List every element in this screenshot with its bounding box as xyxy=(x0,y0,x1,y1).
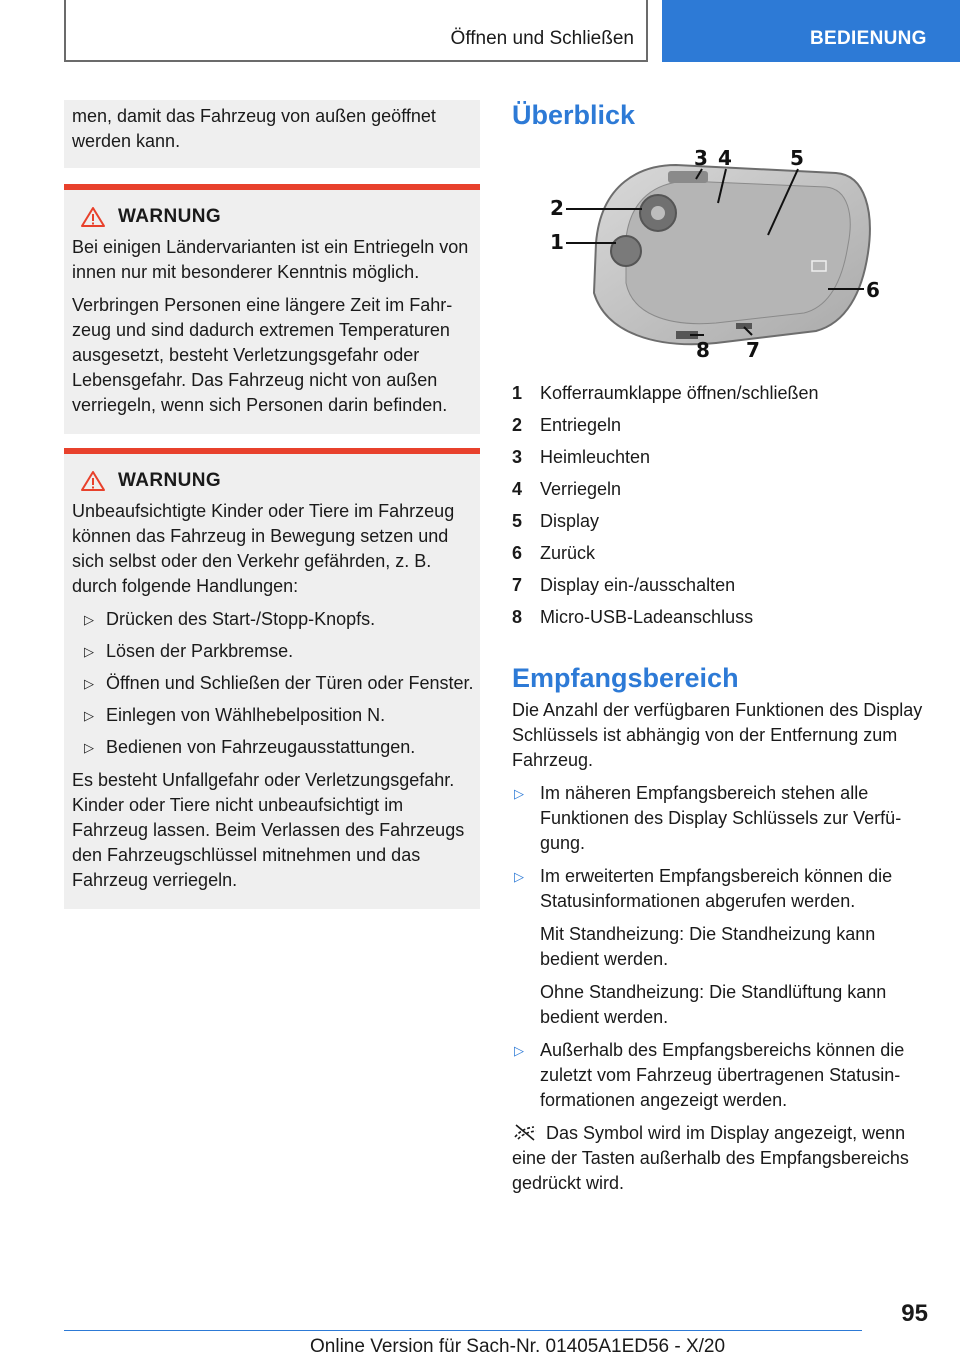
callout-6: 6 xyxy=(866,278,880,302)
warning-box-1 xyxy=(64,184,480,434)
callout-2: 2 xyxy=(550,196,564,220)
footer-version-text: Online Version für Sach-Nr. 01405A1ED56 - X/20 xyxy=(310,1336,726,1357)
sub-paragraph: Ohne Standheizung: Die Standlüftung kann bedient werden. xyxy=(540,982,887,1027)
symbol-note: Das Symbol wird im Display angezeigt, wenn eine der Tasten außerhalb des Empfangsbereichs gedrückt wird. xyxy=(512,1123,909,1193)
legend-item: 4 Verriegeln xyxy=(512,479,622,499)
callout-1: 1 xyxy=(550,230,564,254)
legend-item: 8 Micro-USB-Ladeanschluss xyxy=(512,607,754,627)
overview-heading: Überblick xyxy=(512,100,636,130)
warning-title: WARNUNG xyxy=(118,470,222,491)
continued-text: men, damit das Fahrzeug von außen geöffnet werden kann. xyxy=(72,106,436,151)
header-chapter-tab xyxy=(64,0,648,62)
warning-paragraph: Bei einigen Ländervarianten ist ein Entriegeln von innen nur mit besonderer Kenntnis möglich. xyxy=(72,237,469,282)
warning-header xyxy=(80,468,474,493)
warning-paragraph: Verbringen Personen eine längere Zeit im Fahrzeug und sind dadurch extremen Temperaturen ausgesetzt, besteht Verletzungsgefahr oder Lebensgefahr. Das Fahrzeug nicht von außen verriegeln, wenn sich Personen darin befinden. xyxy=(72,295,453,415)
display-key-figure xyxy=(546,143,886,363)
page-number: 95 xyxy=(901,1300,928,1327)
left-column xyxy=(64,100,480,909)
header-section-tab[interactable] xyxy=(662,0,960,62)
callout-4: 4 xyxy=(718,146,732,170)
legend-item: 7 Display ein-/ausschalten xyxy=(512,575,736,595)
triangle-bullet-icon: ▷ xyxy=(514,1043,524,1058)
list-item: ▷ Im erweiterten Empfangsbereich können die Statusinformationen abgerufen werden. Mit Standheizung: Die Standheizung kann bedient werden. Ohne Standheizung: Die Standlüftung kann bedient werden. xyxy=(512,864,930,1030)
range-intro: Die Anzahl der verfügbaren Funktionen des Display Schlüssels ist abhängig von der Entfernung zum Fahrzeug. xyxy=(512,700,923,770)
list-item: ▷ Lösen der Parkbremse. xyxy=(72,639,474,664)
right-column xyxy=(512,100,930,1196)
chapter-title: Öffnen und Schließen xyxy=(450,28,634,49)
legend-item: 5 Display xyxy=(512,511,600,531)
continued-box xyxy=(64,100,480,168)
callout-8: 8 xyxy=(696,338,710,362)
callout-7: 7 xyxy=(746,338,760,362)
figure-legend xyxy=(512,377,930,633)
warning-header xyxy=(80,204,474,229)
legend-item: 1 Kofferraumklappe öffnen/schließen xyxy=(512,383,819,403)
callout-3: 3 xyxy=(694,146,708,170)
footer-divider xyxy=(64,1330,862,1331)
triangle-bullet-icon: ▷ xyxy=(84,644,94,659)
triangle-bullet-icon: ▷ xyxy=(514,869,524,884)
range-heading: Empfangsbereich xyxy=(512,663,739,693)
display-key-illustration xyxy=(546,143,886,363)
triangle-bullet-icon: ▷ xyxy=(514,786,524,801)
legend-item: 3 Heimleuchten xyxy=(512,447,651,467)
legend-item: 6 Zurück xyxy=(512,543,596,563)
warning-box-2 xyxy=(64,448,480,909)
triangle-bullet-icon: ▷ xyxy=(84,708,94,723)
list-item: ▷ Im näheren Empfangsbereich stehen alle Funktionen des Display Schlüssels zur Verfügung. xyxy=(514,783,902,853)
list-item: ▷ Außerhalb des Empfangsbereichs können die zuletzt vom Fahrzeug übertragenen Statusinformationen angezeigt werden. xyxy=(514,1040,905,1110)
list-item: ▷ Öffnen und Schließen der Türen oder Fenster. xyxy=(72,671,474,696)
warning-triangle-icon xyxy=(80,206,106,228)
list-item: ▷ Drücken des Start-/Stopp-Knopfs. xyxy=(72,607,474,632)
warning-title: WARNUNG xyxy=(118,206,222,227)
triangle-bullet-icon: ▷ xyxy=(84,740,94,755)
triangle-bullet-icon: ▷ xyxy=(84,676,94,691)
callout-5: 5 xyxy=(790,146,804,170)
legend-item: 2 Entriegeln xyxy=(512,415,622,435)
warning-bullet-list xyxy=(72,607,474,760)
sub-paragraph: Mit Standheizung: Die Standheizung kann bedient werden. xyxy=(540,924,876,969)
section-title: BEDIENUNG xyxy=(810,28,927,49)
list-item: ▷ Bedienen von Fahrzeugausstattungen. xyxy=(72,735,474,760)
list-item: ▷ Einlegen von Wählhebelposition N. xyxy=(72,703,474,728)
warning-intro: Unbeaufsichtigte Kinder oder Tiere im Fahrzeug können das Fahrzeug in Bewegung setzen und sich selbst oder den Verkehr gefährden, z. B. durch folgende Handlungen: xyxy=(72,501,455,596)
warning-outro: Es besteht Unfallgefahr oder Verletzungsgefahr. Kinder oder Tiere nicht unbeaufsichtigt im Fahrzeug lassen. Beim Verlassen des Fahrzeugs den Fahrzeugschlüssel mitnehmen und das Fahrzeug verriegeln. xyxy=(72,770,465,890)
range-bullet-list xyxy=(512,781,930,1113)
triangle-bullet-icon: ▷ xyxy=(84,612,94,627)
out-of-range-signal-icon xyxy=(512,1123,540,1141)
warning-triangle-icon xyxy=(80,470,106,492)
